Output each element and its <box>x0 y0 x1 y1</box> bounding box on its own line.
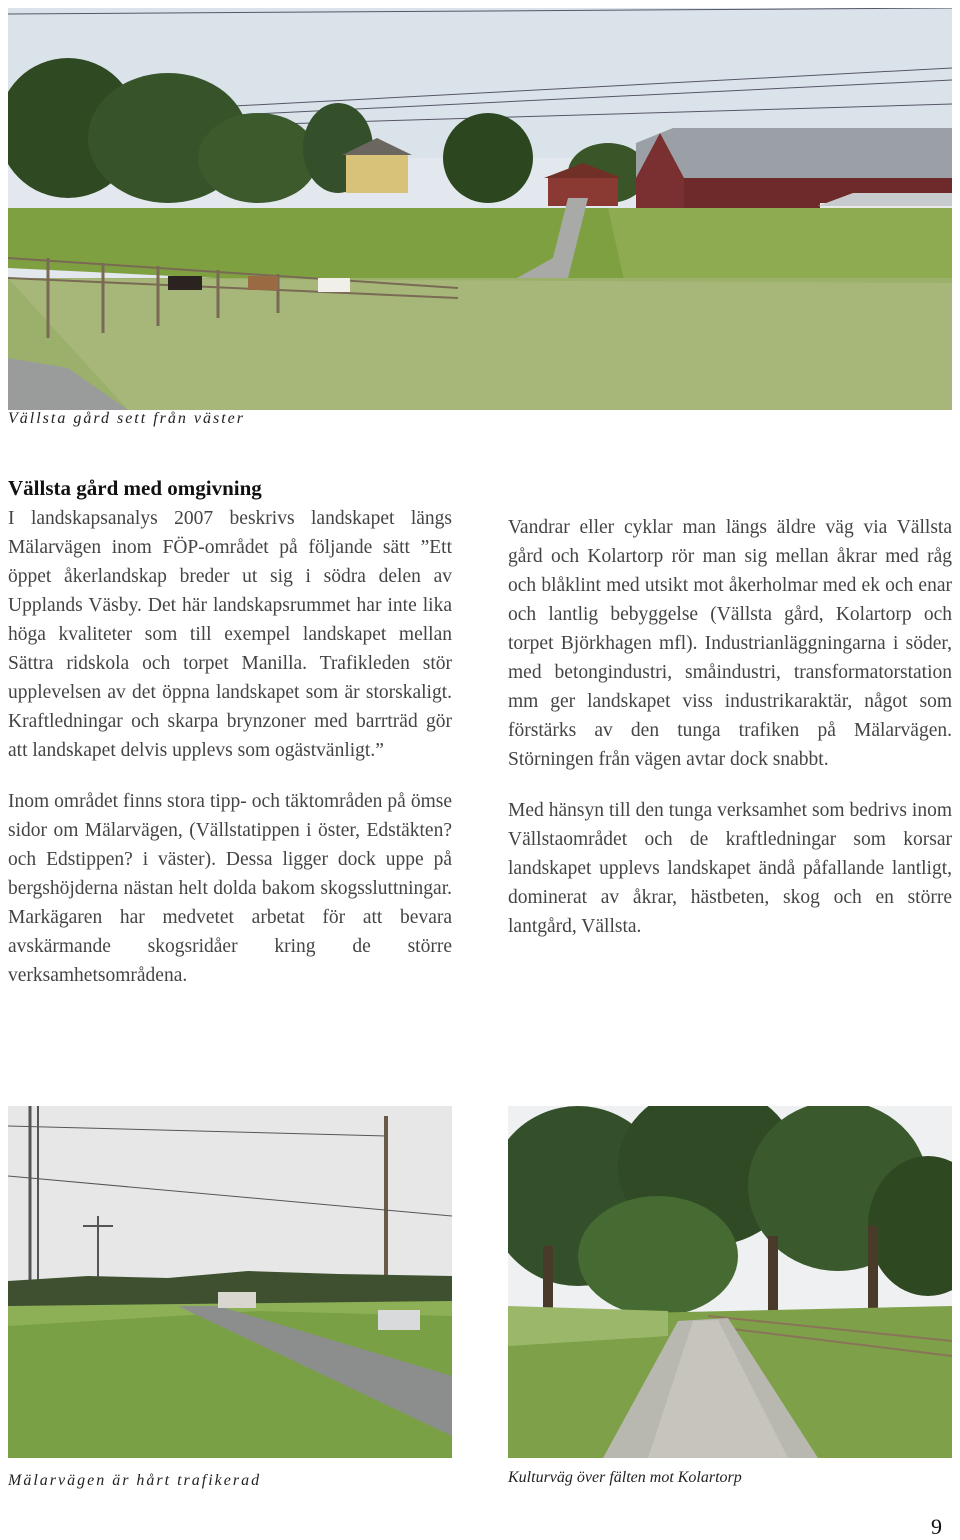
right-paragraph-2: Med hänsyn till den tunga verksamhet som bedrivs inom Vällstaområdet och de kraftledningar som korsar landskapet upplevs landskapet ändå påfallande lantligt, dominerat av åkrar, hästbeten, skog och en större lantgård, Vällsta. <box>508 800 952 937</box>
page-number: 9 <box>931 1514 942 1539</box>
section-heading: Vällsta gård med omgivning <box>8 476 262 500</box>
bottom-left-caption: Mälarvägen är hårt trafikerad <box>8 1472 262 1489</box>
left-column <box>8 504 452 1012</box>
top-photo-caption: Vällsta gård sett från väster <box>8 410 245 427</box>
right-paragraph-1: Vandrar eller cyklar man längs äldre väg via Vällsta gård och Kolartorp rör man sig mellan åkrar med råg och blåklint med utsikt mot åkerholmar med ek och enar och lantlig bebyggelse (Vällsta gård, Kolartorp och torpet Björkhagen mfl). Industrianläggningarna i söder, med betongindustri, småindustri, transformatorstation mm ger landskapet viss industrikaraktär, något som förstärks av den tunga trafiken på Mälarvägen. Störningen från vägen avtar dock snabbt. <box>508 517 952 770</box>
road-traffic-photo <box>8 1106 452 1458</box>
bottom-right-caption: Kulturväg över fälten mot Kolartorp <box>508 1469 742 1486</box>
gravel-road-photo <box>508 1106 952 1458</box>
left-paragraph-2: Inom området finns stora tipp- och täktområden på ömse sidor om Mälarvägen, (Vällstatippen i öster, Edstäkten? och Edstippen? i väster). Dessa ligger dock uppe på bergshöjderna nästan helt dolda bakom skogssluttningar. Markägaren har medvetet arbetat för att bevara avskärmande skogsridåer kring de större verksamhetsområdena. <box>8 791 452 986</box>
left-paragraph-1: I landskapsanalys 2007 beskrivs landskapet längs Mälarvägen inom FÖP-området på följande sätt ”Ett öppet åkerlandskap breder ut sig i södra delen av Upplands Väsby. Det här landskapsrummet har inte lika höga kvaliteter som till exempel landskapet mellan Sättra ridskola och torpet Manilla. Trafikleden stör upplevelsen av det öppna landskapet som är storskaligt. Kraftledningar och skarpa brynzoner med barrträd gör att landskapet delvis upplevs som ogästvänligt.” <box>8 508 452 761</box>
right-column <box>508 513 952 963</box>
farm-photo <box>8 8 952 410</box>
